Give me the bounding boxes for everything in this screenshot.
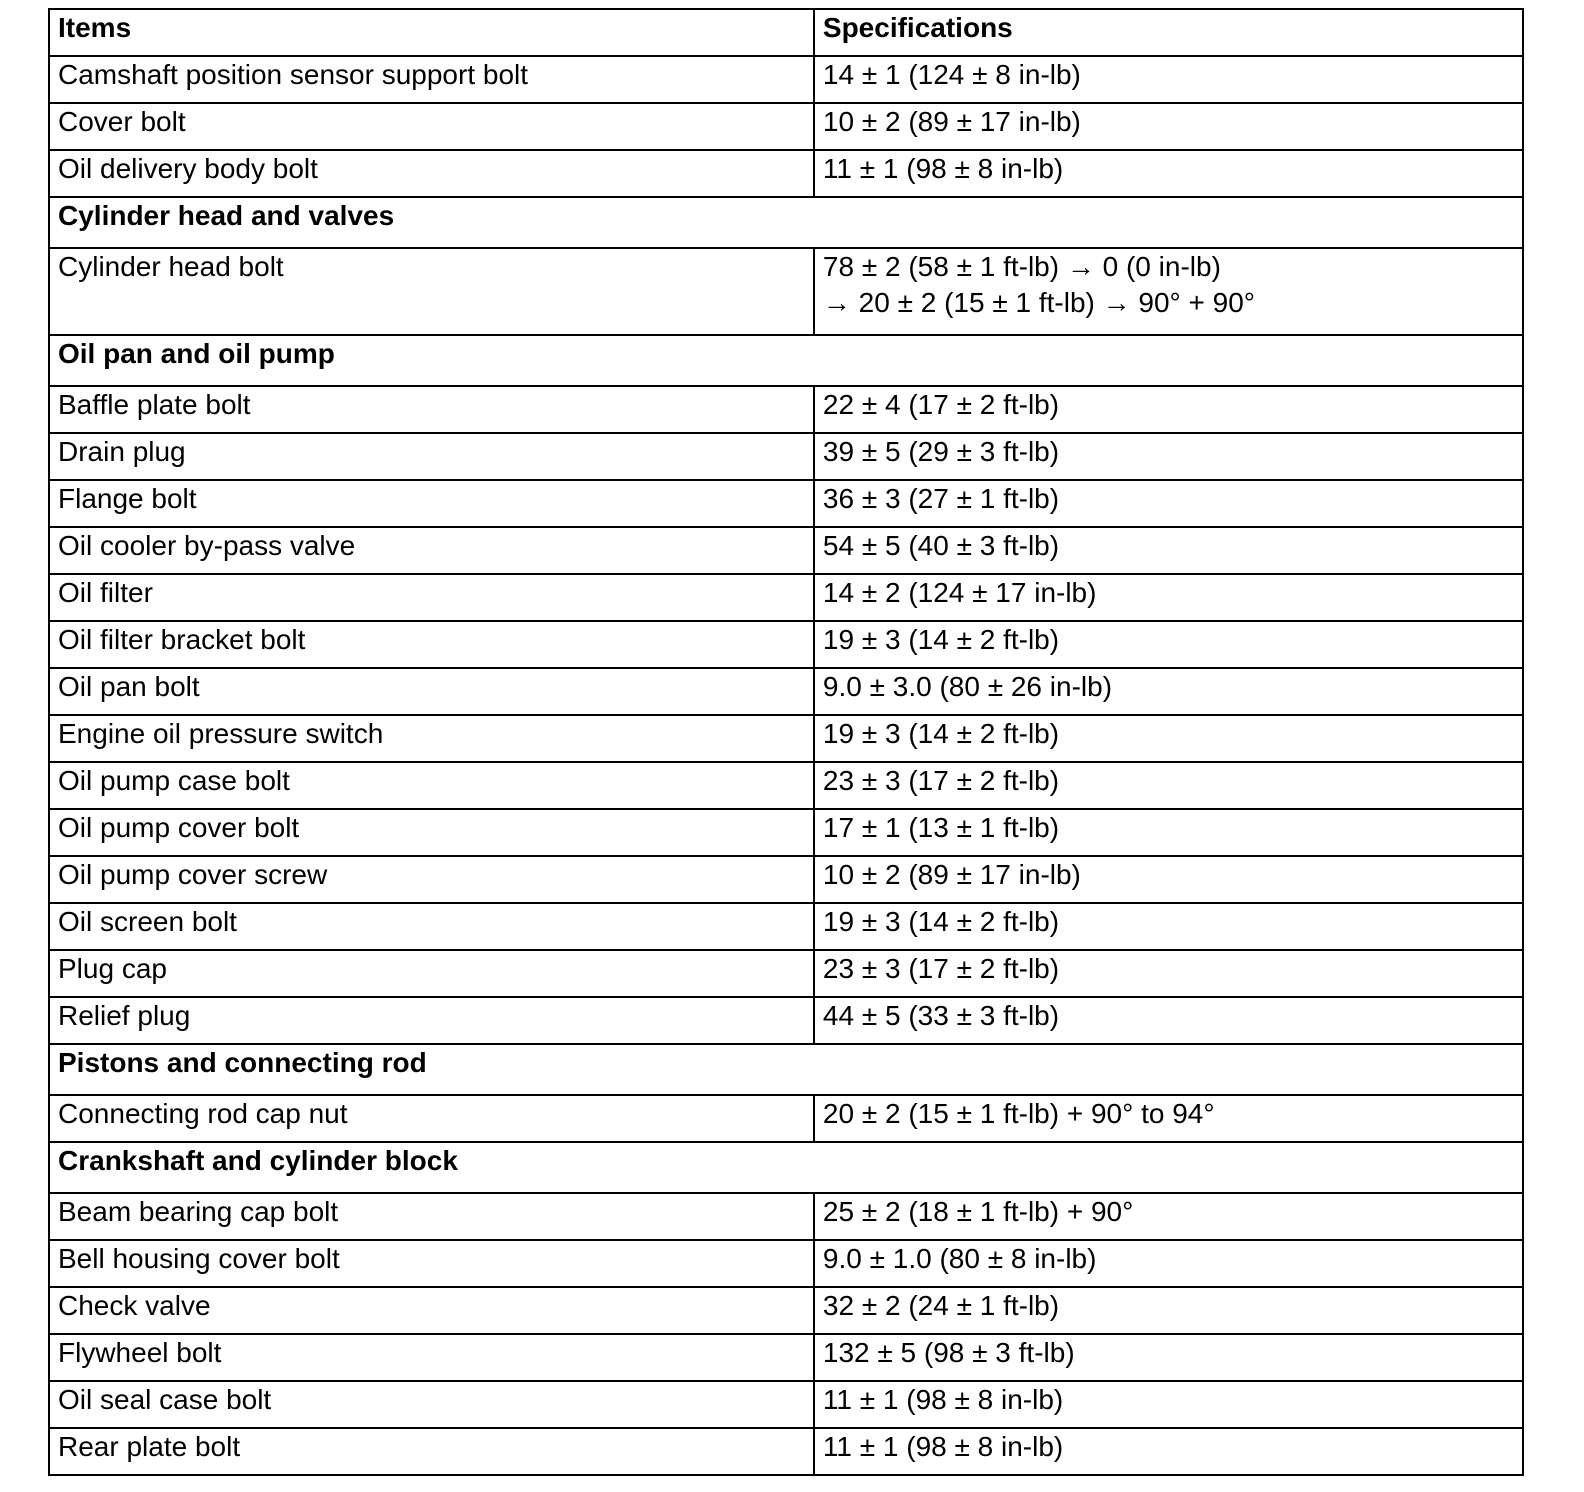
specification-cell: 10 ± 2 (89 ± 17 in-lb) (814, 856, 1523, 903)
specification-cell: 11 ± 1 (98 ± 8 in-lb) (814, 150, 1523, 197)
section-title: Pistons and connecting rod (49, 1044, 1523, 1095)
specification-cell: 14 ± 1 (124 ± 8 in-lb) (814, 56, 1523, 103)
table-row (49, 856, 1523, 903)
table-row (49, 1287, 1523, 1334)
specification-cell: 22 ± 4 (17 ± 2 ft-lb) (814, 386, 1523, 433)
table-row (49, 809, 1523, 856)
item-cell: Oil pan bolt (49, 668, 814, 715)
table-header-row (49, 9, 1523, 56)
specification-cell: 19 ± 3 (14 ± 2 ft-lb) (814, 715, 1523, 762)
table-row (49, 56, 1523, 103)
specification-cell: 36 ± 3 (27 ± 1 ft-lb) (814, 480, 1523, 527)
specifications-column-header: Specifications (814, 9, 1523, 56)
table-row (49, 1240, 1523, 1287)
item-cell: Cylinder head bolt (49, 248, 814, 335)
item-cell: Oil cooler by-pass valve (49, 527, 814, 574)
table-row (49, 1095, 1523, 1142)
table-row (49, 997, 1523, 1044)
table-row (49, 1193, 1523, 1240)
specification-cell: 17 ± 1 (13 ± 1 ft-lb) (814, 809, 1523, 856)
table-body (49, 56, 1523, 1475)
specification-cell: 32 ± 2 (24 ± 1 ft-lb) (814, 1287, 1523, 1334)
specification-cell: 10 ± 2 (89 ± 17 in-lb) (814, 103, 1523, 150)
specification-cell: 11 ± 1 (98 ± 8 in-lb) (814, 1428, 1523, 1475)
specification-cell: 14 ± 2 (124 ± 17 in-lb) (814, 574, 1523, 621)
specification-cell: 44 ± 5 (33 ± 3 ft-lb) (814, 997, 1523, 1044)
table-row (49, 574, 1523, 621)
specification-cell: 19 ± 3 (14 ± 2 ft-lb) (814, 903, 1523, 950)
item-cell: Oil delivery body bolt (49, 150, 814, 197)
section-title: Cylinder head and valves (49, 197, 1523, 248)
items-column-header: Items (49, 9, 814, 56)
section-row (49, 335, 1523, 386)
specification-cell: 20 ± 2 (15 ± 1 ft-lb) + 90° to 94° (814, 1095, 1523, 1142)
item-cell: Beam bearing cap bolt (49, 1193, 814, 1240)
specification-cell: 9.0 ± 3.0 (80 ± 26 in-lb) (814, 668, 1523, 715)
item-cell: Oil screen bolt (49, 903, 814, 950)
table-row (49, 950, 1523, 997)
item-cell: Drain plug (49, 433, 814, 480)
specification-cell: 19 ± 3 (14 ± 2 ft-lb) (814, 621, 1523, 668)
item-cell: Camshaft position sensor support bolt (49, 56, 814, 103)
item-cell: Plug cap (49, 950, 814, 997)
table-row (49, 103, 1523, 150)
item-cell: Oil seal case bolt (49, 1381, 814, 1428)
item-cell: Check valve (49, 1287, 814, 1334)
item-cell: Oil pump case bolt (49, 762, 814, 809)
specification-cell: 23 ± 3 (17 ± 2 ft-lb) (814, 762, 1523, 809)
item-cell: Connecting rod cap nut (49, 1095, 814, 1142)
section-title: Crankshaft and cylinder block (49, 1142, 1523, 1193)
table-row (49, 386, 1523, 433)
section-row (49, 1044, 1523, 1095)
specification-cell: 23 ± 3 (17 ± 2 ft-lb) (814, 950, 1523, 997)
specification-cell: 9.0 ± 1.0 (80 ± 8 in-lb) (814, 1240, 1523, 1287)
item-cell: Oil filter (49, 574, 814, 621)
table-row (49, 527, 1523, 574)
item-cell: Flange bolt (49, 480, 814, 527)
item-cell: Bell housing cover bolt (49, 1240, 814, 1287)
specification-cell: 54 ± 5 (40 ± 3 ft-lb) (814, 527, 1523, 574)
item-cell: Relief plug (49, 997, 814, 1044)
specification-cell: 25 ± 2 (18 ± 1 ft-lb) + 90° (814, 1193, 1523, 1240)
section-title: Oil pan and oil pump (49, 335, 1523, 386)
item-cell: Baffle plate bolt (49, 386, 814, 433)
table-row (49, 903, 1523, 950)
item-cell: Engine oil pressure switch (49, 715, 814, 762)
specification-cell: 11 ± 1 (98 ± 8 in-lb) (814, 1381, 1523, 1428)
table-row (49, 150, 1523, 197)
specification-cell: 39 ± 5 (29 ± 3 ft-lb) (814, 433, 1523, 480)
specification-cell: 132 ± 5 (98 ± 3 ft-lb) (814, 1334, 1523, 1381)
table-row (49, 1428, 1523, 1475)
section-row (49, 1142, 1523, 1193)
torque-spec-table (48, 8, 1524, 1476)
specification-cell: 78 ± 2 (58 ± 1 ft-lb) → 0 (0 in-lb) → 20 ± 2 (15 ± 1 ft-lb) → 90° + 90° (814, 248, 1523, 335)
table-row (49, 480, 1523, 527)
table-row (49, 1381, 1523, 1428)
item-cell: Cover bolt (49, 103, 814, 150)
table-row (49, 668, 1523, 715)
table-row (49, 248, 1523, 335)
table-row (49, 433, 1523, 480)
item-cell: Oil pump cover bolt (49, 809, 814, 856)
table-row (49, 621, 1523, 668)
item-cell: Flywheel bolt (49, 1334, 814, 1381)
table-row (49, 715, 1523, 762)
table-row (49, 762, 1523, 809)
section-row (49, 197, 1523, 248)
item-cell: Oil filter bracket bolt (49, 621, 814, 668)
table-row (49, 1334, 1523, 1381)
item-cell: Oil pump cover screw (49, 856, 814, 903)
item-cell: Rear plate bolt (49, 1428, 814, 1475)
